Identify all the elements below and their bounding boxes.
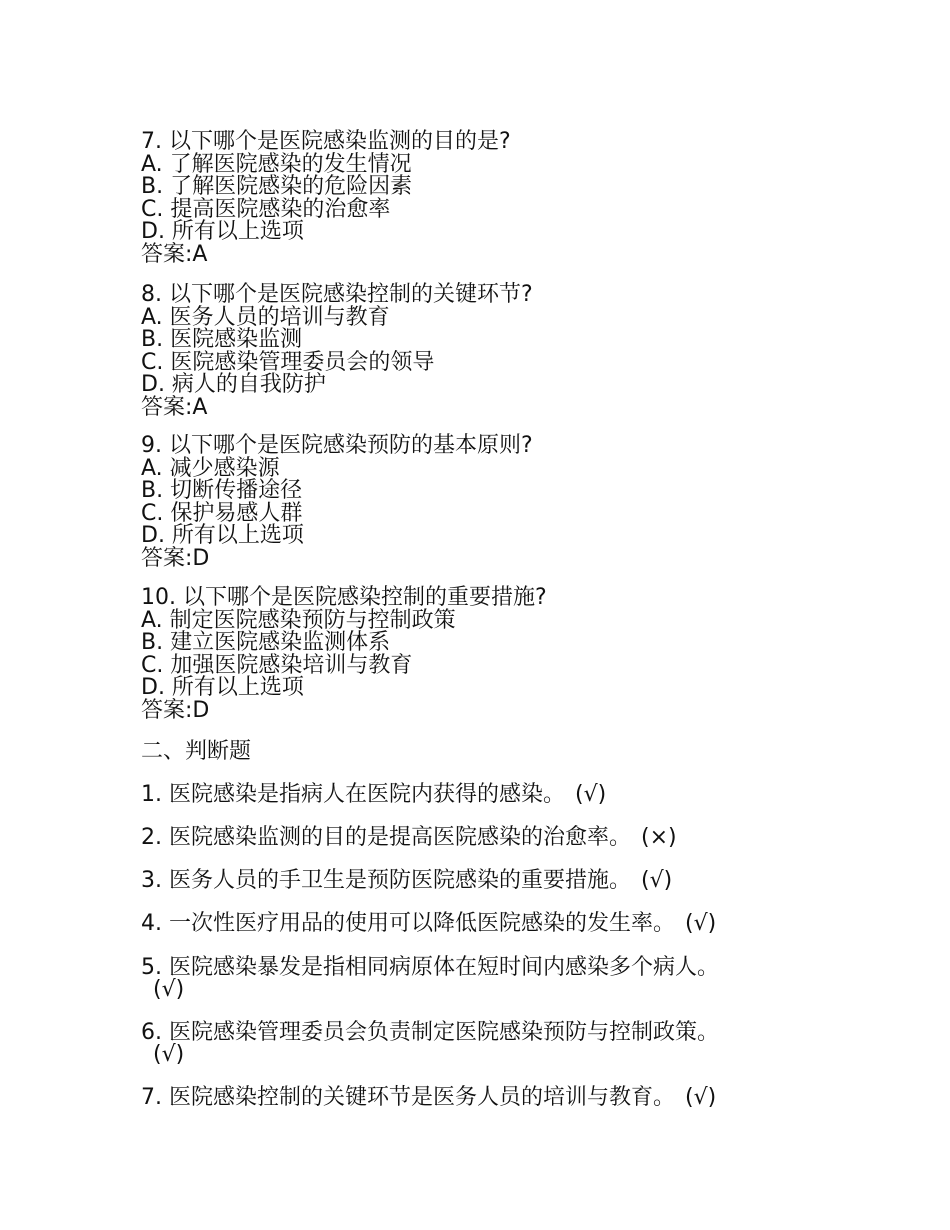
tf-item: [141, 827, 677, 849]
answer-text: 答案:A: [141, 241, 208, 267]
tf-mark: (√): [153, 977, 185, 1002]
option-b: B. 了解医院感染的危险因素: [141, 174, 413, 199]
question-text: 10. 以下哪个是医院感染控制的重要措施?: [141, 585, 547, 610]
option-c: C. 医院感染管理委员会的领导: [141, 349, 435, 375]
tf-statement: 5. 医院感染暴发是指相同病原体在短时间内感染多个病人。: [141, 955, 719, 980]
answer-text: 答案:D: [141, 545, 210, 571]
option-b: B. 医院感染监测: [141, 327, 303, 352]
option-d: D. 所有以上选项: [141, 219, 304, 244]
tf-item: [141, 1022, 719, 1066]
tf-mark: (√): [575, 782, 607, 807]
tf-item: [141, 913, 716, 935]
tf-item: [141, 957, 719, 1001]
tf-item: [141, 1087, 716, 1109]
option-b: B. 建立医院感染监测体系: [141, 630, 391, 655]
question-text: 8. 以下哪个是医院感染控制的关键环节?: [141, 282, 533, 307]
tf-mark: (×): [641, 825, 677, 850]
tf-mark: (√): [685, 911, 717, 936]
answer-text: 答案:D: [141, 697, 210, 723]
option-b: B. 切断传播途径: [141, 478, 303, 503]
mc-question-block: [141, 131, 511, 266]
answer-text: 答案:A: [141, 394, 208, 420]
question-text: 9. 以下哪个是医院感染预防的基本原则?: [141, 433, 533, 458]
tf-mark: (√): [153, 1042, 185, 1067]
tf-mark: (√): [685, 1085, 717, 1110]
question-text: 7. 以下哪个是医院感染监测的目的是?: [141, 129, 511, 154]
mc-question-block: [141, 284, 533, 419]
option-a: A. 减少感染源: [141, 455, 280, 481]
option-d: D. 病人的自我防护: [141, 372, 326, 397]
option-a: A. 了解医院感染的发生情况: [141, 151, 412, 177]
mc-question-block: [141, 587, 547, 722]
tf-item: [141, 870, 672, 892]
tf-statement: 4. 一次性医疗用品的使用可以降低医院感染的发生率。: [141, 911, 675, 936]
mc-question-block: [141, 435, 533, 570]
tf-item: [141, 784, 606, 806]
option-d: D. 所有以上选项: [141, 523, 304, 548]
tf-statement: 1. 医院感染是指病人在医院内获得的感染。: [141, 782, 565, 807]
tf-statement: 2. 医院感染监测的目的是提高医院感染的治愈率。: [141, 825, 631, 850]
option-c: C. 提高医院感染的治愈率: [141, 196, 391, 222]
option-c: C. 加强医院感染培训与教育: [141, 652, 413, 678]
tf-mark: (√): [641, 868, 673, 893]
section-heading: 二、判断题: [141, 739, 252, 764]
tf-statement: 3. 医务人员的手卫生是预防医院感染的重要措施。: [141, 868, 631, 893]
option-a: A. 制定医院感染预防与控制政策: [141, 607, 456, 633]
tf-statement: 7. 医院感染控制的关键环节是医务人员的培训与教育。: [141, 1085, 675, 1110]
option-a: A. 医务人员的培训与教育: [141, 304, 390, 330]
option-c: C. 保护易感人群: [141, 500, 303, 526]
option-d: D. 所有以上选项: [141, 675, 304, 700]
tf-statement: 6. 医院感染管理委员会负责制定医院感染预防与控制政策。: [141, 1020, 719, 1045]
